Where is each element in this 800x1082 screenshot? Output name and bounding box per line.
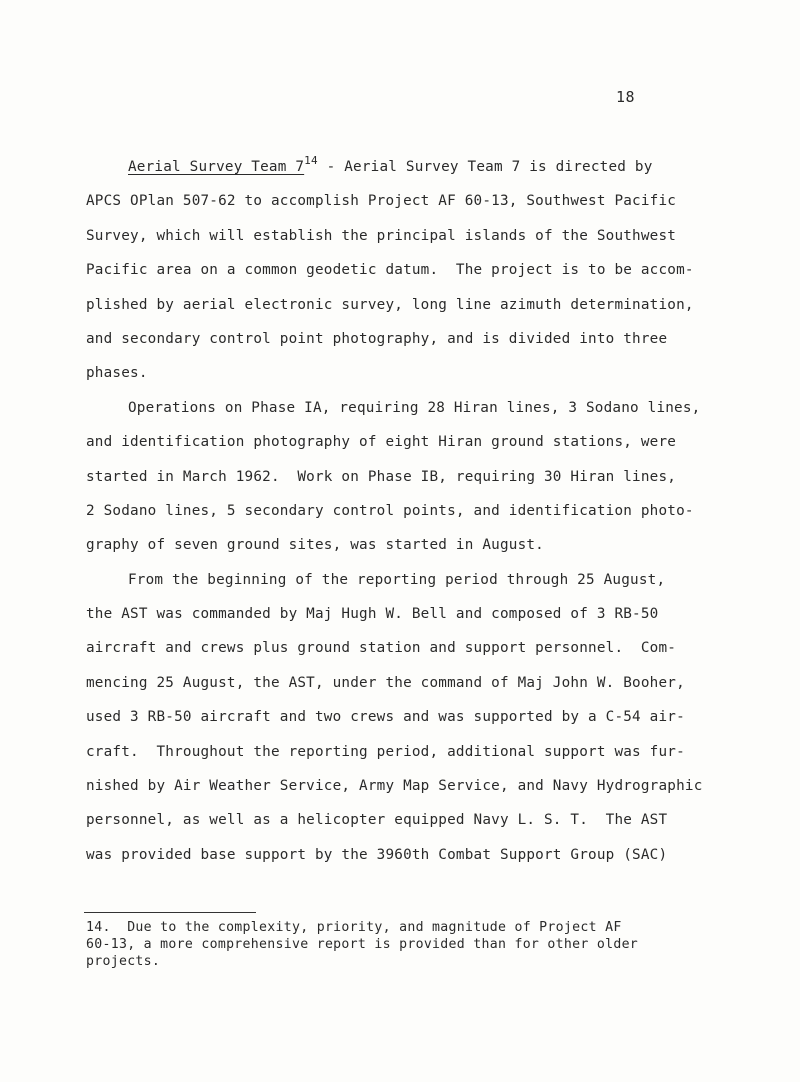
page-number: 18 xyxy=(616,88,636,106)
paragraph-3-line-6: craft. Throughout the reporting period, additional support was fur- xyxy=(86,743,685,760)
paragraph-2-line-5: graphy of seven ground sites, was started in August. xyxy=(86,537,544,554)
paragraph-2-line-3: started in March 1962. Work on Phase IB, requiring 30 Hiran lines, xyxy=(86,468,677,485)
paragraph-1-line-1 xyxy=(86,150,706,184)
body-text xyxy=(86,150,706,872)
footnote xyxy=(86,919,726,970)
paragraph-3-line-9: was provided base support by the 3960th Combat Support Group (SAC) xyxy=(86,846,668,863)
paragraph-3-line-3: aircraft and crews plus ground station and support personnel. Com- xyxy=(86,640,677,657)
footnote-line-2: 60-13, a more comprehensive report is provided than for other older xyxy=(86,937,639,952)
paragraph-3-line-5: used 3 RB-50 aircraft and two crews and was supported by a C-54 air- xyxy=(86,709,685,726)
paragraph-3-line-1: From the beginning of the reporting period through 25 August, xyxy=(128,571,666,588)
paragraph-2-line-1: Operations on Phase IA, requiring 28 Hiran lines, 3 Sodano lines, xyxy=(128,399,701,416)
paragraph-1-line-1-text: - Aerial Survey Team 7 is directed by xyxy=(317,159,653,175)
paragraph-1-line-4: Pacific area on a common geodetic datum. The project is to be accom- xyxy=(86,262,694,279)
footnote-line-1: 14. Due to the complexity, priority, and magnitude of Project AF xyxy=(86,920,622,935)
paragraph-3-line-4: mencing 25 August, the AST, under the command of Maj John W. Booher, xyxy=(86,674,685,691)
footnote-line-3: projects. xyxy=(86,954,161,969)
paragraph-1-line-6: and secondary control point photography, and is divided into three xyxy=(86,330,668,347)
section-heading: Aerial Survey Team 7 xyxy=(128,159,305,175)
paragraph-1-line-5: plished by aerial electronic survey, long line azimuth determination, xyxy=(86,296,694,313)
footnote-divider xyxy=(84,912,256,913)
paragraph-1-line-7: phases. xyxy=(86,365,148,382)
paragraph-1-line-3: Survey, which will establish the principal islands of the Southwest xyxy=(86,227,677,244)
paragraph-3-line-7: nished by Air Weather Service, Army Map Service, and Navy Hydrographic xyxy=(86,778,703,795)
paragraph-3-line-2: the AST was commanded by Maj Hugh W. Bell and composed of 3 RB-50 xyxy=(86,606,659,623)
footnote-reference: 14 xyxy=(304,154,318,167)
paragraph-2-line-4: 2 Sodano lines, 5 secondary control points, and identification photo- xyxy=(86,502,694,519)
paragraph-3-line-8: personnel, as well as a helicopter equipped Navy L. S. T. The AST xyxy=(86,812,668,829)
paragraph-2-line-2: and identification photography of eight Hiran ground stations, were xyxy=(86,434,677,451)
paragraph-1-line-2: APCS OPlan 507-62 to accomplish Project AF 60-13, Southwest Pacific xyxy=(86,193,677,210)
